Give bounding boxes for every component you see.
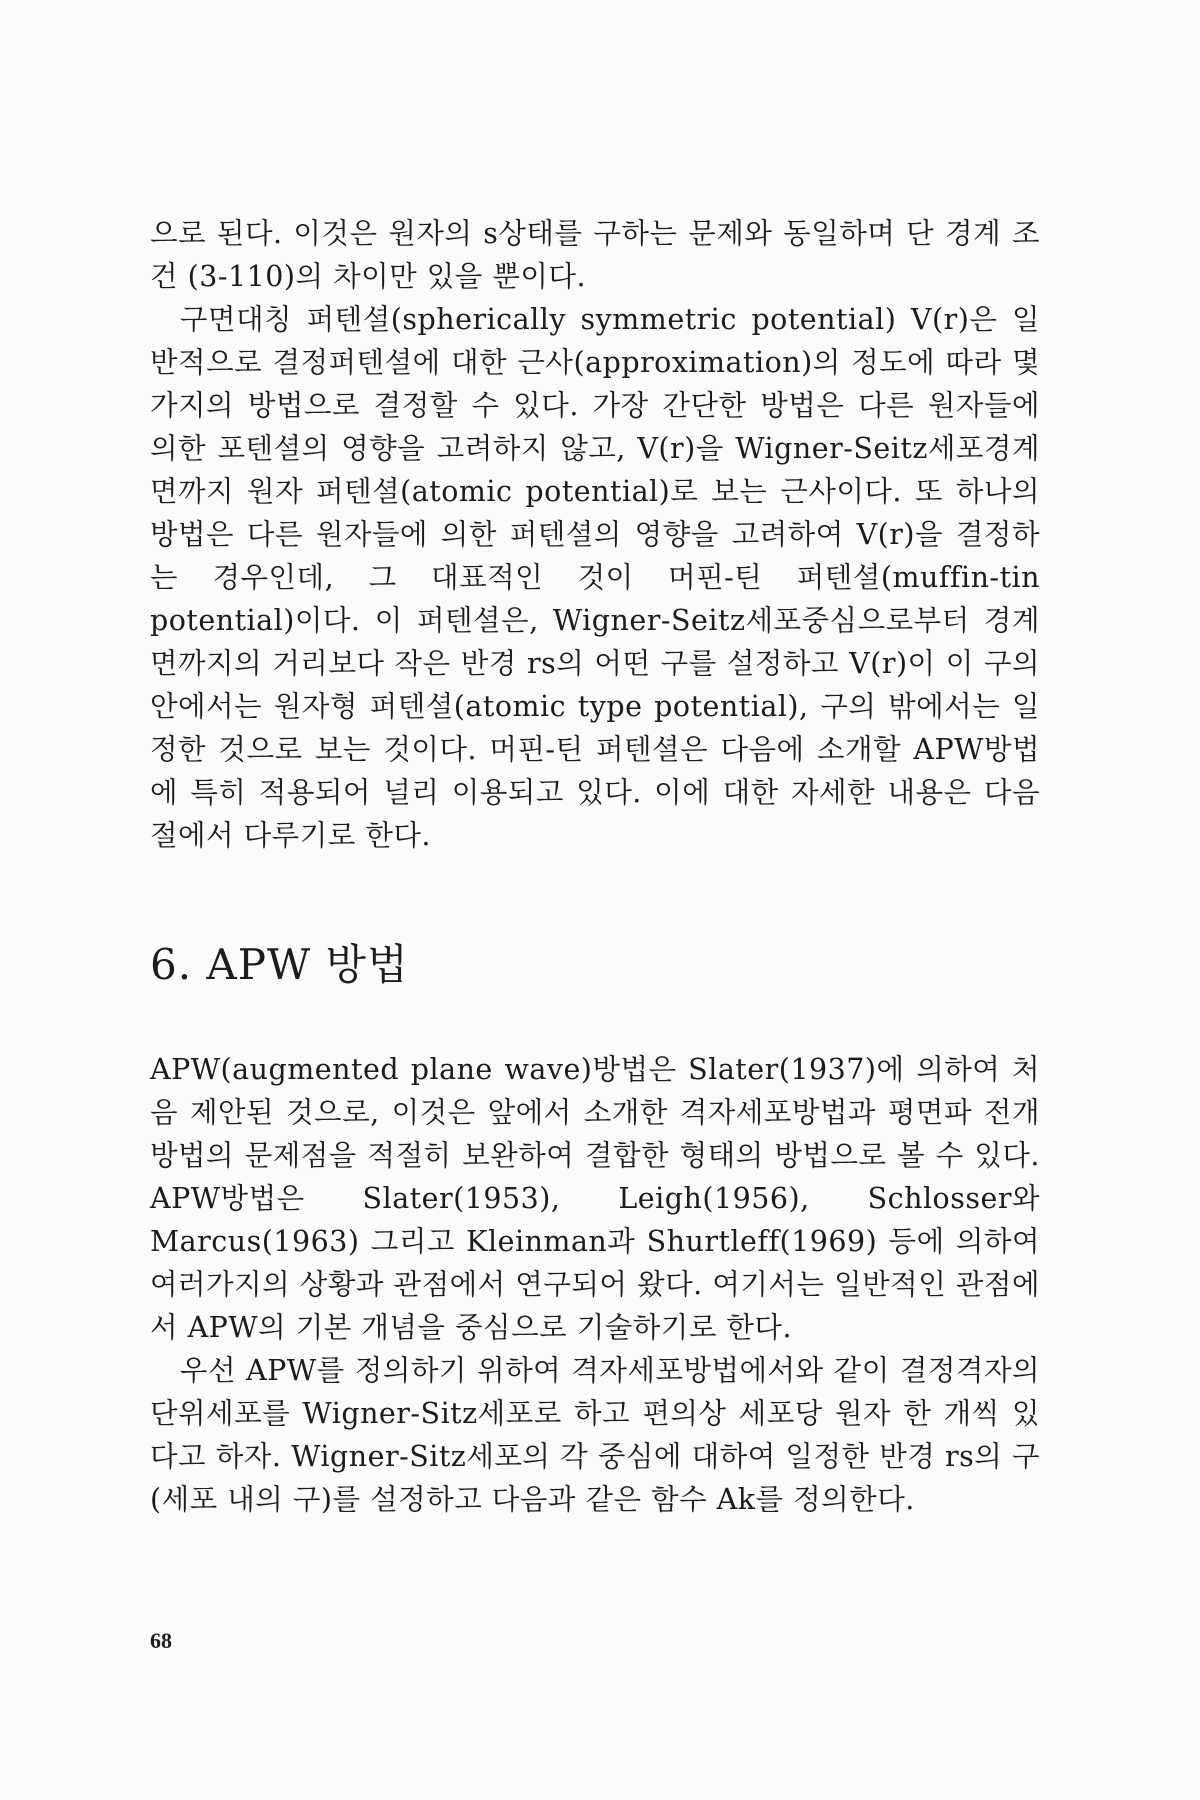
section-heading: 6. APW 방법 (150, 940, 409, 989)
page-number: 68 (150, 1628, 172, 1653)
bottom-text-block (150, 1048, 1040, 1521)
paragraph-continuation: 으로 된다. 이것은 원자의 s상태를 구하는 문제와 동일하며 단 경계 조건 (3-110)의 차이만 있을 뿐이다. (150, 217, 1040, 293)
paragraph-spherical-potential: 구면대칭 퍼텐셜(spherically symmetric potential) V(r)은 일반적으로 결정퍼텐셜에 대한 근사(approximation)의 정도에 따라 몇 가지의 방법으로 결정할 수 있다. 가장 간단한 방법은 다른 원자들에 의한 포텐셜의 영향을 고려하지 않고, V(r)을 Wigner-Seitz세포경계면까지 원자 퍼텐셜(atomic potential)로 보는 근사이다. 또 하나의 방법은 다른 원자들에 의한 퍼텐셜의 영향을 고려하여 V(r)을 결정하는 경우인데, 그 대표적인 것이 머핀-틴 퍼텐셜(muffin-tin potential)이다. 이 퍼텐셜은, Wigner-Seitz세포중심으로부터 경계면까지의 거리보다 작은 반경 rs의 어떤 구를 설정하고 V(r)이 이 구의 안에서는 원자형 퍼텐셜(atomic type potential), 구의 밖에서는 일정한 것으로 보는 것이다. 머핀-틴 퍼텐셜은 다음에 소개할 APW방법에 특히 적용되어 널리 이용되고 있다. 이에 대한 자세한 내용은 다음 절에서 다루기로 한다. (150, 303, 1040, 852)
paragraph-apw-definition: 우선 APW를 정의하기 위하여 격자세포방법에서와 같이 결정격자의 단위세포를 Wigner-Sitz세포로 하고 편의상 세포당 원자 한 개씩 있다고 하자. Wigner-Sitz세포의 각 중심에 대하여 일정한 반경 rs의 구(세포 내의 구)를 설정하고 다음과 같은 함수 Ak를 정의한다. (150, 1354, 1040, 1516)
paragraph-apw-intro: APW(augmented plane wave)방법은 Slater(1937)에 의하여 처음 제안된 것으로, 이것은 앞에서 소개한 격자세포방법과 평면파 전개방법의 문제점을 적절히 보완하여 결합한 형태의 방법으로 볼 수 있다. APW방법은 Slater(1953), Leigh(1956), Schlosser와 Marcus(1963) 그리고 Kleinman과 Shurtleff(1969) 등에 의하여 여러가지의 상황과 관점에서 연구되어 왔다. 여기서는 일반적인 관점에서 APW의 기본 개념을 중심으로 기술하기로 한다. (150, 1053, 1040, 1344)
top-text-block (150, 212, 1040, 857)
